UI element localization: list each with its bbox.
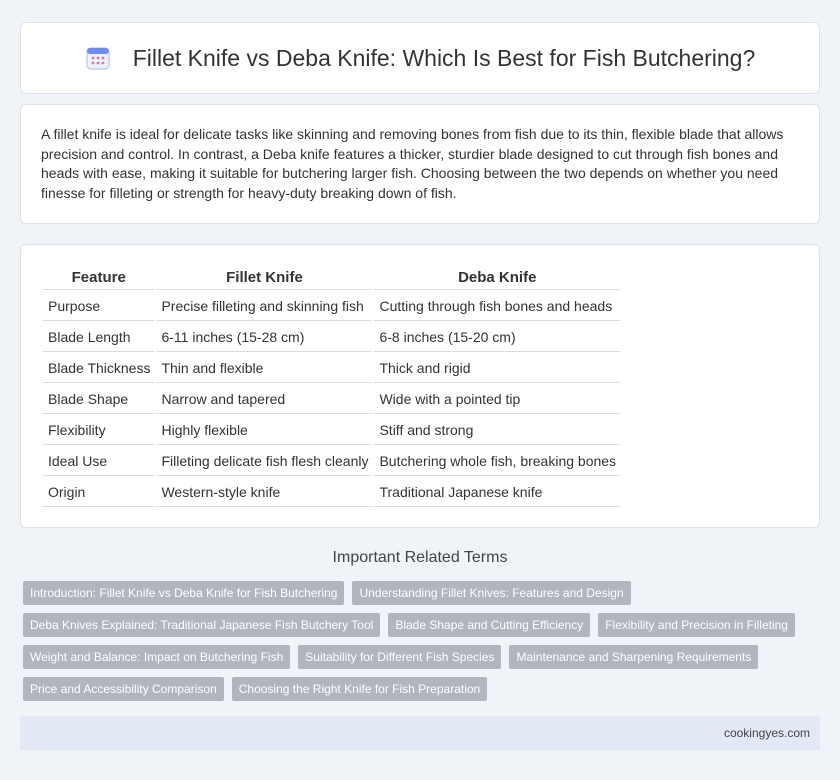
table-row [43, 385, 620, 414]
table-cell: Precise filleting and skinning fish [156, 292, 372, 321]
table-row [43, 416, 620, 445]
intro-paragraph: A fillet knife is ideal for delicate tasks like skinning and removing bones from fish due to its thin, flexible blade that allows precision and control. In contrast, a Deba knife features a thicker, sturdier blade designed to cut through fish bones and heads with ease, making it suitable for butchering larger fish. Choosing between the two depends on whether you need finesse for filleting or strength for heavy-duty breaking down of fish. [41, 126, 784, 201]
table-cell: Traditional Japanese knife [374, 478, 620, 507]
column-header-deba: Deba Knife [374, 265, 620, 290]
table-row [43, 292, 620, 321]
table-cell: Filleting delicate fish flesh cleanly [156, 447, 372, 476]
related-term-tag[interactable]: Introduction: Fillet Knife vs Deba Knife for Fish Butchering [23, 581, 344, 605]
comparison-card [20, 244, 820, 528]
related-term-tag[interactable]: Choosing the Right Knife for Fish Preparation [232, 677, 487, 701]
table-cell: Narrow and tapered [156, 385, 372, 414]
table-row [43, 323, 620, 352]
table-cell: Western-style knife [156, 478, 372, 507]
footer-site-link[interactable]: cookingyes.com [723, 726, 810, 740]
related-term-tag[interactable]: Suitability for Different Fish Species [298, 645, 501, 669]
related-terms-title: Important Related Terms [332, 549, 508, 566]
related-term-tag[interactable]: Weight and Balance: Impact on Butchering Fish [23, 645, 290, 669]
table-cell: Thick and rigid [374, 354, 620, 383]
table-row [43, 478, 620, 507]
page-title: Fillet Knife vs Deba Knife: Which Is Best for Fish Butchering? [132, 44, 756, 71]
table-cell: Flexibility [43, 416, 154, 445]
table-cell: Cutting through fish bones and heads [374, 292, 620, 321]
footer [20, 716, 820, 750]
table-cell: Purpose [43, 292, 154, 321]
table-cell: Origin [43, 478, 154, 507]
column-header-feature: Feature [43, 265, 154, 290]
related-term-tag[interactable]: Deba Knives Explained: Traditional Japanese Fish Butchery Tool [23, 613, 380, 637]
calendar-icon [85, 45, 111, 71]
related-term-tag[interactable]: Flexibility and Precision in Filleting [598, 613, 795, 637]
related-term-tag[interactable]: Maintenance and Sharpening Requirements [509, 645, 758, 669]
table-cell: Thin and flexible [156, 354, 372, 383]
table-row [43, 354, 620, 383]
comparison-table [41, 263, 622, 509]
related-terms-tags [23, 581, 823, 701]
table-cell: Stiff and strong [374, 416, 620, 445]
table-cell: Ideal Use [43, 447, 154, 476]
table-cell: Blade Thickness [43, 354, 154, 383]
table-header-row [43, 265, 620, 290]
title-card [20, 22, 820, 94]
related-term-tag[interactable]: Understanding Fillet Knives: Features and Design [352, 581, 630, 605]
intro-card [20, 104, 820, 224]
column-header-fillet: Fillet Knife [156, 265, 372, 290]
related-term-tag[interactable]: Blade Shape and Cutting Efficiency [388, 613, 590, 637]
table-cell: 6-8 inches (15-20 cm) [374, 323, 620, 352]
table-cell: Highly flexible [156, 416, 372, 445]
related-term-tag[interactable]: Price and Accessibility Comparison [23, 677, 224, 701]
table-cell: Blade Shape [43, 385, 154, 414]
table-cell: Butchering whole fish, breaking bones [374, 447, 620, 476]
table-cell: Blade Length [43, 323, 154, 352]
table-cell: Wide with a pointed tip [374, 385, 620, 414]
table-row [43, 447, 620, 476]
table-cell: 6-11 inches (15-28 cm) [156, 323, 372, 352]
